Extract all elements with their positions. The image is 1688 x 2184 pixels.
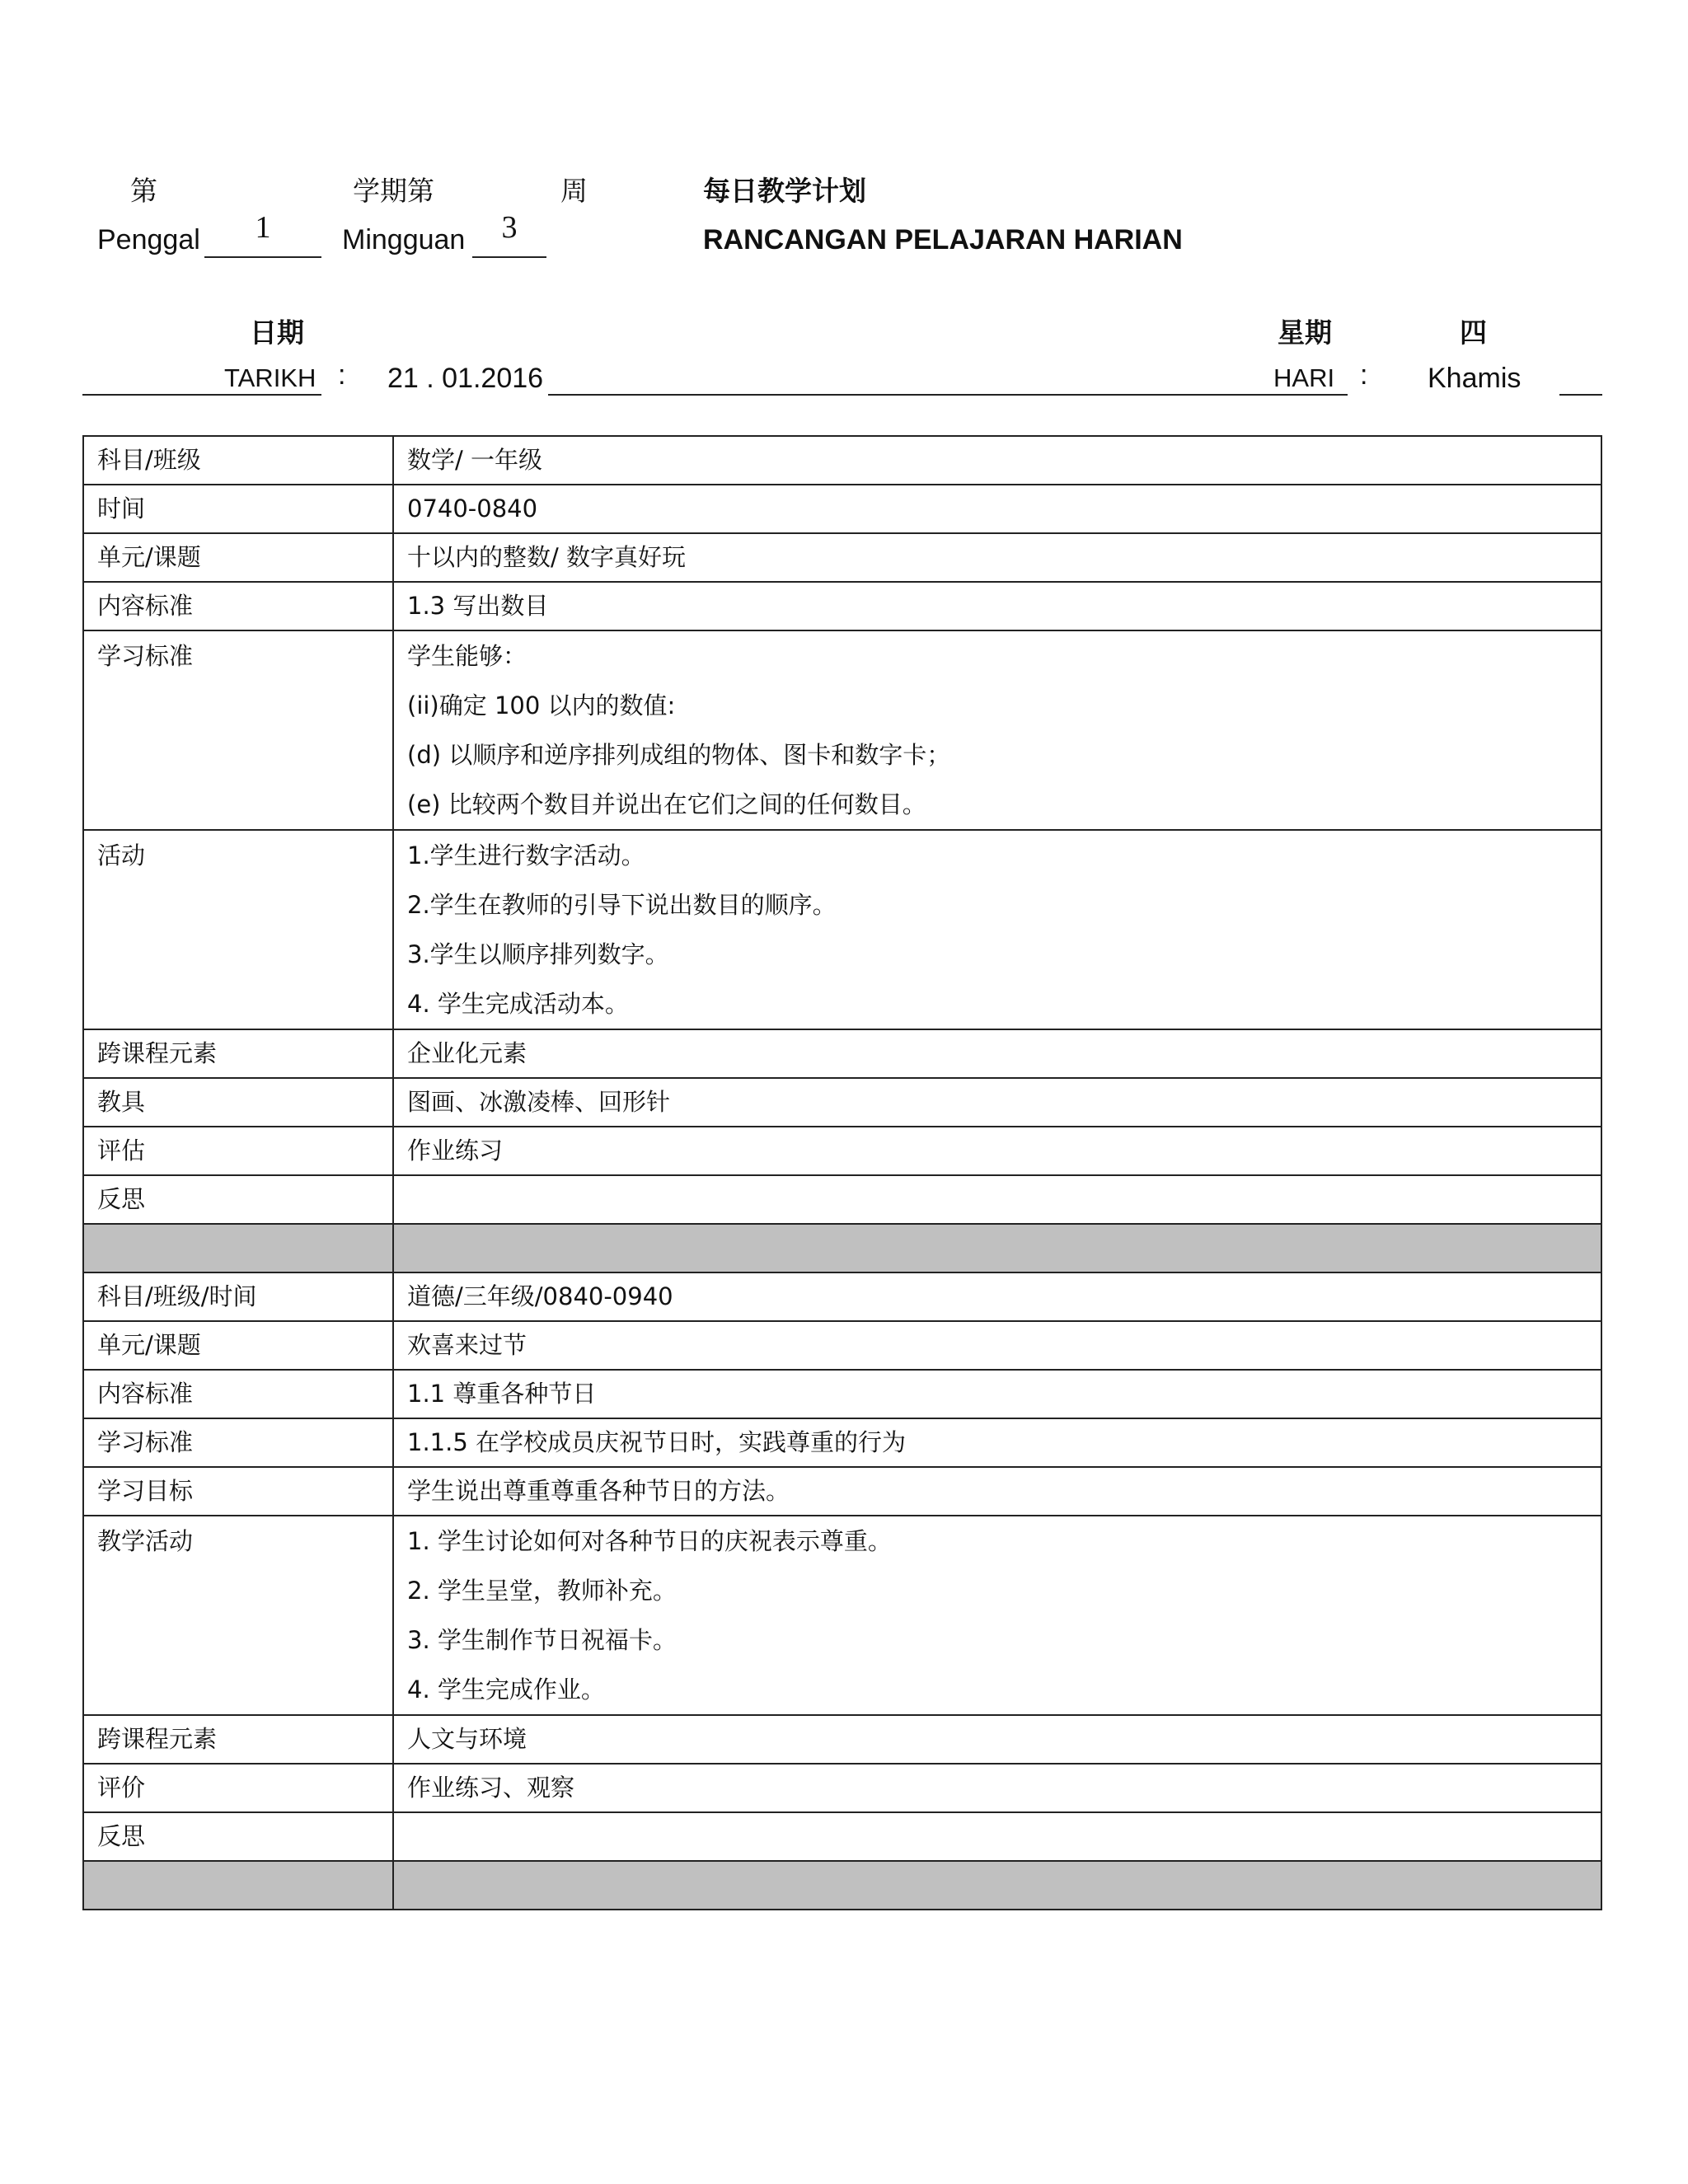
- separator-row: [83, 1224, 1601, 1272]
- row-label: 反思: [83, 1812, 393, 1861]
- row-label: 科目/班级/时间: [83, 1272, 393, 1321]
- separator-row: [83, 1861, 1601, 1910]
- row-label: 学习目标: [83, 1467, 393, 1516]
- title-ms: RANCANGAN PELAJARAN HARIAN: [703, 224, 1183, 255]
- row-value: 1.3 写出数目: [393, 582, 1601, 630]
- row-label: 内容标准: [83, 582, 393, 630]
- row-label: 学习标准: [83, 1418, 393, 1467]
- table-row: [83, 582, 1601, 630]
- label-riqi: 日期: [250, 316, 304, 349]
- penggal-label: Penggal: [97, 224, 200, 255]
- row-value: 道德/三年级/0840-0940: [393, 1272, 1601, 1321]
- row-value: 1.1 尊重各种节日: [393, 1370, 1601, 1418]
- row-value: 十以内的整数/ 数字真好玩: [393, 533, 1601, 582]
- list-item: 4. 学生完成活动本。: [407, 990, 629, 1018]
- row-value: 学生说出尊重尊重各种节日的方法。: [393, 1467, 1601, 1516]
- day-ms: Khamis: [1428, 363, 1522, 394]
- table-row: [83, 1418, 1601, 1467]
- table-row: [83, 1127, 1601, 1175]
- table-row: [83, 485, 1601, 533]
- day-underline: [1559, 394, 1602, 396]
- table-row: [83, 1764, 1601, 1812]
- row-label: 教具: [83, 1078, 393, 1127]
- table-row: [83, 1516, 1601, 1715]
- list-item: (ii)确定 100 以内的数值:: [407, 691, 676, 719]
- row-label: 学习标准: [97, 642, 194, 670]
- hari-colon: :: [1360, 359, 1368, 391]
- list-item: (d) 以顺序和逆序排列成组的物体、图卡和数字卡；: [407, 741, 951, 769]
- row-value: 图画、冰激凌棒、回形针: [393, 1078, 1601, 1127]
- row-value: 1.1.5 在学校成员庆祝节日时，实践尊重的行为: [393, 1418, 1601, 1467]
- date-value: 21 . 01.2016: [387, 363, 544, 394]
- table-row: [83, 436, 1601, 485]
- row-label: 时间: [83, 485, 393, 533]
- row-label: 评价: [83, 1764, 393, 1812]
- penggal-underline: [204, 256, 321, 258]
- date-underline: [548, 394, 1348, 396]
- list-item: (e) 比较两个数目并说出在它们之间的任何数目。: [407, 790, 926, 818]
- title-zh: 每日教学计划: [703, 175, 866, 207]
- row-value: 作业练习、观察: [393, 1764, 1601, 1812]
- row-value: 作业练习: [393, 1127, 1601, 1175]
- label-zhou: 周: [560, 175, 588, 207]
- table-row: [83, 1715, 1601, 1764]
- list-item: 1.学生进行数字活动。: [407, 841, 645, 869]
- row-label: 跨课程元素: [83, 1715, 393, 1764]
- reflection-field[interactable]: [393, 1175, 1601, 1224]
- table-row: [83, 1467, 1601, 1516]
- mingguan-underline: [472, 256, 546, 258]
- penggal-value: 1: [255, 210, 271, 245]
- row-label: 评估: [83, 1127, 393, 1175]
- label-xingqi: 星期: [1278, 316, 1332, 349]
- mingguan-value: 3: [501, 210, 518, 245]
- row-label: 单元/课题: [83, 533, 393, 582]
- lesson-plan-table: [82, 435, 1602, 1910]
- reflection-field[interactable]: [393, 1812, 1601, 1861]
- mingguan-label: Mingguan: [342, 224, 466, 255]
- hari-label: HARI: [1273, 363, 1335, 392]
- table-row: [83, 1175, 1601, 1224]
- list-item: 1. 学生讨论如何对各种节日的庆祝表示尊重。: [407, 1527, 892, 1555]
- list-item: 2. 学生呈堂，教师补充。: [407, 1577, 677, 1605]
- table-row: [83, 1078, 1601, 1127]
- table-row: [83, 533, 1601, 582]
- table-row: [83, 1812, 1601, 1861]
- table-row: [83, 1321, 1601, 1370]
- table-row: [83, 830, 1601, 1029]
- row-label: 内容标准: [83, 1370, 393, 1418]
- tarikh-colon: :: [338, 359, 346, 391]
- row-label: 反思: [83, 1175, 393, 1224]
- row-value: 0740-0840: [393, 485, 1601, 533]
- label-xueqi-di: 学期第: [353, 175, 434, 207]
- row-label: 活动: [97, 841, 146, 869]
- table-row: [83, 630, 1601, 830]
- list-item: 3. 学生制作节日祝福卡。: [407, 1626, 677, 1654]
- row-value: 人文与环境: [393, 1715, 1601, 1764]
- tarikh-underline: [82, 394, 321, 396]
- table-row: [83, 1272, 1601, 1321]
- table-row: [83, 1370, 1601, 1418]
- list-item: 学生能够：: [407, 642, 528, 670]
- row-value: 企业化元素: [393, 1029, 1601, 1078]
- tarikh-label: TARIKH: [224, 363, 316, 392]
- row-label: 单元/课题: [83, 1321, 393, 1370]
- row-value: 欢喜来过节: [393, 1321, 1601, 1370]
- row-value: 数学/ 一年级: [393, 436, 1601, 485]
- day-zh: 四: [1460, 316, 1487, 349]
- row-label: 科目/班级: [83, 436, 393, 485]
- table-row: [83, 1029, 1601, 1078]
- list-item: 3.学生以顺序排列数字。: [407, 940, 669, 968]
- row-label: 跨课程元素: [83, 1029, 393, 1078]
- label-di: 第: [130, 175, 157, 207]
- list-item: 2.学生在教师的引导下说出数目的顺序。: [407, 891, 837, 919]
- row-label: 教学活动: [97, 1527, 194, 1555]
- list-item: 4. 学生完成作业。: [407, 1675, 605, 1704]
